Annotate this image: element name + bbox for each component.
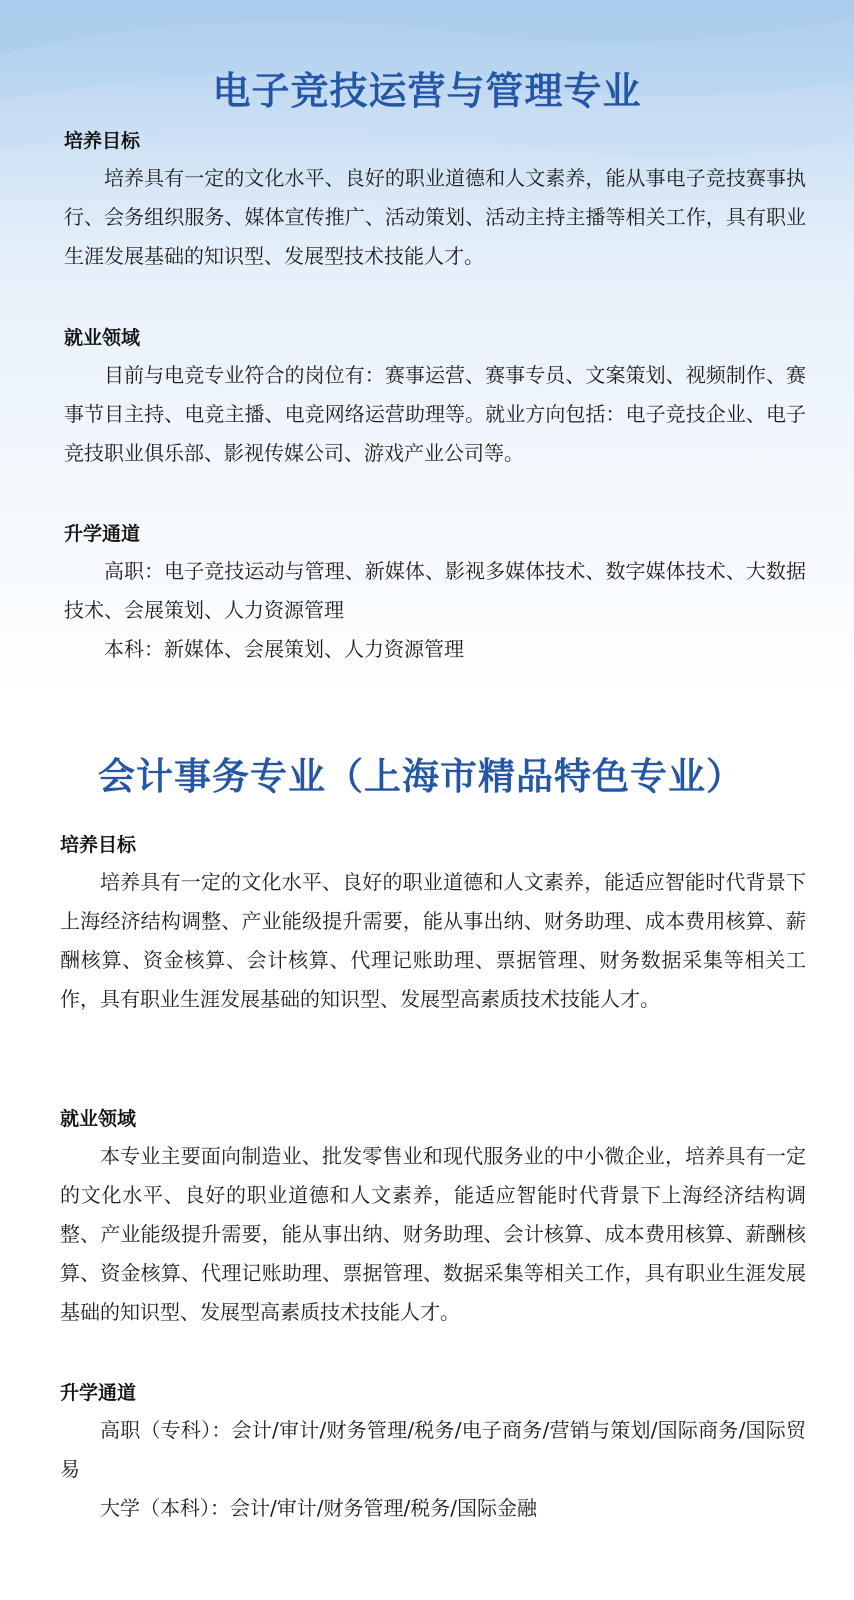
major2-goal-block: [60, 831, 806, 1019]
major1-goal-heading: 培养目标: [64, 130, 141, 152]
major2-further-undergrad: 大学（本科）：会计/审计/财务管理/税务/国际金融: [100, 1496, 537, 1520]
major2-goal-heading: 培养目标: [60, 834, 137, 856]
major1-further-undergrad: 本科：新媒体、会展策划、人力资源管理: [104, 637, 464, 661]
major2-section: [60, 831, 806, 1551]
major2-further-heading: 升学通道: [60, 1382, 137, 1404]
major1-goal-text: 培养具有一定的文化水平、良好的职业道德和人文素养，能从事电子竞技赛事执行、会务组织服务、媒体宣传推广、活动策划、活动主持主播等相关工作，具有职业生涯发展基础的知识型、发展型技术技能人才。: [64, 166, 806, 268]
major1-further-heading: 升学通道: [64, 523, 141, 545]
major2-further-block: [60, 1379, 806, 1528]
major2-goal-text: 培养具有一定的文化水平、良好的职业道德和人文素养，能适应智能时代背景下上海经济结构调整、产业能级提升需要，能从事出纳、财务助理、成本费用核算、薪酬核算、资金核算、会计核算、代理记账助理、票据管理、财务数据采集等相关工作，具有职业生涯发展基础的知识型、发展型高素质技术技能人才。: [60, 870, 806, 1011]
major1-employment-heading: 就业领域: [64, 327, 141, 349]
major2-employment-heading: 就业领域: [60, 1108, 137, 1130]
major2-further-vocational: 高职（专科）：会计/审计/财务管理/税务/电子商务/营销与策划/国际商务/国际贸易: [60, 1418, 806, 1481]
major1-further-vocational: 高职：电子竞技运动与管理、新媒体、影视多媒体技术、数字媒体技术、大数据技术、会展策划、人力资源管理: [64, 559, 806, 622]
major1-section: [64, 127, 806, 687]
major1-title: 电子竞技运营与管理专业: [212, 68, 642, 113]
major1-employment-block: [64, 324, 806, 473]
major2-employment-block: [60, 1105, 806, 1332]
major1-further-block: [64, 520, 806, 669]
major1-goal-block: [64, 127, 806, 276]
major2-title: 会计事务专业（上海市精品特色专业）: [98, 754, 744, 798]
major2-employment-text: 本专业主要面向制造业、批发零售业和现代服务业的中小微企业，培养具有一定的文化水平、良好的职业道德和人文素养，能适应智能时代背景下上海经济结构调整、产业能级提升需要，能从事出纳、财务助理、会计核算、成本费用核算、薪酬核算、资金核算、代理记账助理、票据管理、数据采集等相关工作，具有职业生涯发展基础的知识型、发展型高素质技术技能人才。: [60, 1144, 806, 1324]
major1-employment-text: 目前与电竞专业符合的岗位有：赛事运营、赛事专员、文案策划、视频制作、赛事节目主持、电竞主播、电竞网络运营助理等。就业方向包括：电子竞技企业、电子竞技职业俱乐部、影视传媒公司、游戏产业公司等。: [64, 363, 806, 465]
